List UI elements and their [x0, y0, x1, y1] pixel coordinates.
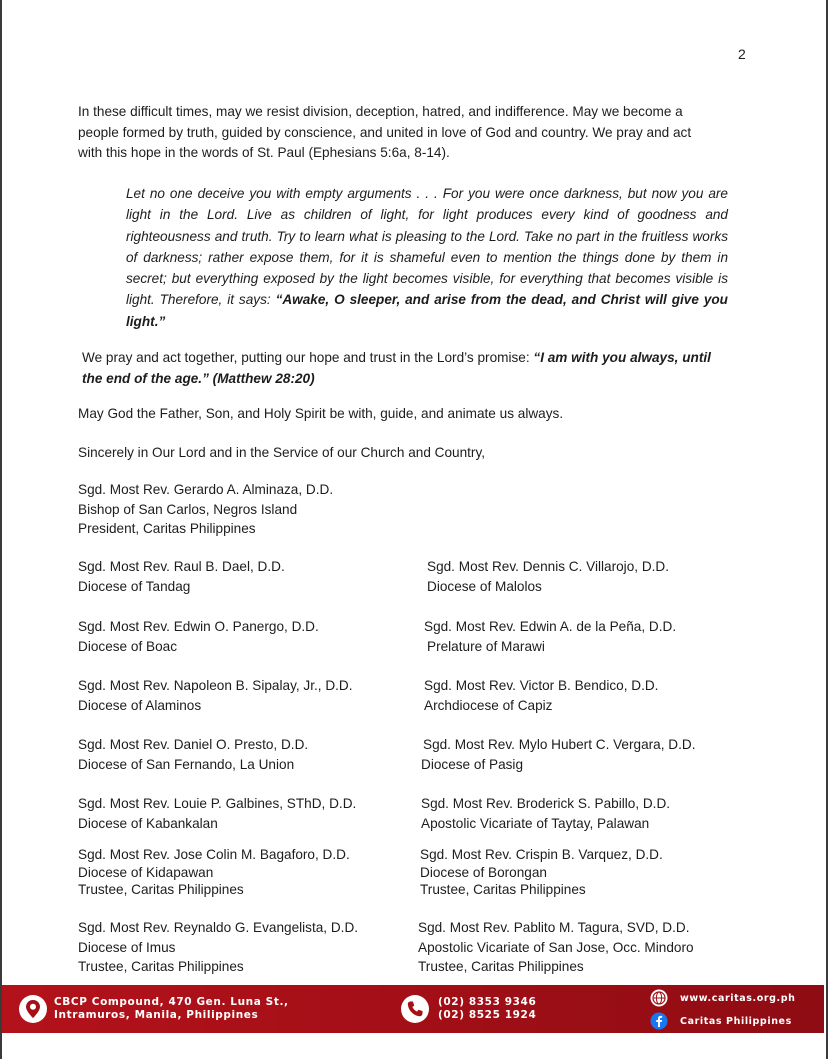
quote-text: Let no one deceive you with empty arguments . . . For you were once darkness, but now you are light in the Lord. Live as children of light, for light produces every kind of goodness and righteousness and truth. Try to learn what is pleasing to the Lord. Take no part in the fruitless works of darkness; rather expose them, for it is shameful even to mention the things done by them in secret; but everything exposed by the light becomes visible, for everything that becomes visible is light. Therefore, it says: — [126, 186, 728, 308]
signatory-left-4 — [78, 735, 308, 774]
signatory-left-2 — [78, 617, 319, 656]
signatory-name: Sgd. Most Rev. Crispin B. Varquez, D.D. — [420, 847, 663, 862]
intro-line: In these difficult times, may we resist division, deception, hatred, and indifference. May we become a — [78, 104, 683, 119]
signatory-name: Sgd. Most Rev. Edwin A. de la Peña, D.D. — [424, 619, 677, 634]
page-border-left — [0, 0, 2, 1059]
footer-address — [54, 996, 289, 1022]
signatory-name: Sgd. Most Rev. Dennis C. Villarojo, D.D. — [427, 559, 670, 574]
globe-icon — [650, 989, 668, 1012]
signatory-right-3 — [424, 676, 658, 715]
prayer-reference: (Matthew 28:20) — [208, 370, 315, 386]
phone-number: (02) 8525 1924 — [438, 1009, 537, 1021]
signatory-left-3 — [78, 676, 353, 715]
signatory-role: President, Caritas Philippines — [78, 521, 256, 536]
prayer-promise: “I am with you always, until the end of the age.” — [82, 350, 711, 386]
signatory-name: Sgd. Most Rev. Mylo Hubert C. Vergara, D.D. — [423, 737, 696, 752]
closing-salutation: Sincerely in Our Lord and in the Service of our Church and Country, — [78, 445, 486, 460]
page-number: 2 — [738, 46, 746, 62]
address-line: CBCP Compound, 470 Gen. Luna St., — [54, 996, 289, 1008]
signatory-see: Bishop of San Carlos, Negros Island — [78, 501, 298, 517]
signatory-left-5 — [78, 794, 356, 833]
prayer-text: We pray and act together, putting our hope and trust in the Lord’s promise: — [82, 350, 534, 365]
footer-phones — [438, 996, 536, 1022]
signatory-left-6 — [78, 846, 350, 899]
signatory-see: Diocese of San Fernando, La Union — [78, 756, 295, 772]
location-pin-icon — [18, 994, 48, 1029]
signatory-name: Sgd. Most Rev. Jose Colin M. Bagaforo, D.D. — [78, 847, 350, 862]
signatory-role: Trustee, Caritas Philippines — [78, 959, 244, 974]
letterhead-footer — [2, 985, 824, 1033]
signatory-role: Trustee, Caritas Philippines — [420, 882, 586, 897]
blessing: May God the Father, Son, and Holy Spirit be with, guide, and animate us always. — [78, 406, 564, 421]
facebook-link[interactable]: Caritas Philippines — [680, 1016, 792, 1027]
scripture-quote — [126, 183, 728, 332]
signatory-right-7 — [418, 918, 694, 975]
signatory-name: Sgd. Most Rev. Victor B. Bendico, D.D. — [424, 678, 659, 693]
signatory-right-2 — [424, 617, 676, 656]
signatory-name: Sgd. Most Rev. Pablito M. Tagura, SVD, D.D. — [418, 920, 690, 935]
signatory-name: Sgd. Most Rev. Louie P. Galbines, SThD, D.D. — [78, 796, 357, 811]
signatory-see: Diocese of Boac — [78, 638, 177, 654]
signatory-right-5 — [421, 794, 670, 833]
signatory-right-1 — [427, 557, 669, 596]
signatory-see: Diocese of Pasig — [421, 756, 524, 772]
phone-icon — [400, 994, 430, 1029]
intro-line: with this hope in the words of St. Paul (Ephesians 5:6a, 8-14). — [78, 145, 450, 160]
signatory-name: Sgd. Most Rev. Gerardo A. Alminaza, D.D. — [78, 482, 334, 497]
signatory-see: Diocese of Imus — [78, 939, 176, 955]
signatory-role: Trustee, Caritas Philippines — [418, 959, 584, 974]
signatory-name: Sgd. Most Rev. Reynaldo G. Evangelista, D.D. — [78, 920, 359, 935]
signatory-name: Sgd. Most Rev. Edwin O. Panergo, D.D. — [78, 619, 319, 634]
signatory-see: Diocese of Alaminos — [78, 697, 202, 713]
signatory-name: Sgd. Most Rev. Raul B. Dael, D.D. — [78, 559, 285, 574]
signatory-see: Apostolic Vicariate of San Jose, Occ. Mindoro — [418, 939, 694, 955]
signatory-left-7 — [78, 918, 358, 975]
prayer-paragraph — [82, 348, 732, 389]
signatory-right-6 — [420, 846, 663, 899]
signatory-name: Sgd. Most Rev. Broderick S. Pabillo, D.D. — [421, 796, 671, 811]
signatory-see: Diocese of Kidapawan — [78, 864, 214, 880]
signatory-right-4 — [423, 735, 695, 774]
signatory-see: Diocese of Kabankalan — [78, 815, 218, 831]
signatory-left-1 — [78, 557, 285, 596]
signatory-role: Trustee, Caritas Philippines — [78, 882, 244, 897]
signatory-see: Archdiocese of Capiz — [424, 697, 553, 713]
lead-signatory — [78, 480, 333, 539]
website-link[interactable]: www.caritas.org.ph — [680, 993, 796, 1004]
address-line: Intramuros, Manila, Philippines — [54, 1009, 259, 1021]
facebook-icon — [650, 1012, 668, 1035]
signatory-see: Prelature of Marawi — [427, 638, 545, 654]
phone-number: (02) 8353 9346 — [438, 996, 537, 1008]
signatory-see: Diocese of Malolos — [427, 578, 542, 594]
signatory-see: Diocese of Tandag — [78, 578, 191, 594]
intro-paragraph — [78, 102, 738, 164]
intro-line: people formed by truth, guided by conscience, and united in love of God and country. We pray and act — [78, 124, 692, 140]
signatory-see: Apostolic Vicariate of Taytay, Palawan — [421, 815, 650, 831]
signatory-name: Sgd. Most Rev. Napoleon B. Sipalay, Jr., D.D. — [78, 678, 353, 693]
signatory-see: Diocese of Borongan — [420, 864, 547, 880]
quote-bold-text: “Awake, O sleeper, and arise from the dead, and Christ will give you light.” — [126, 292, 728, 329]
signatory-name: Sgd. Most Rev. Daniel O. Presto, D.D. — [78, 737, 309, 752]
